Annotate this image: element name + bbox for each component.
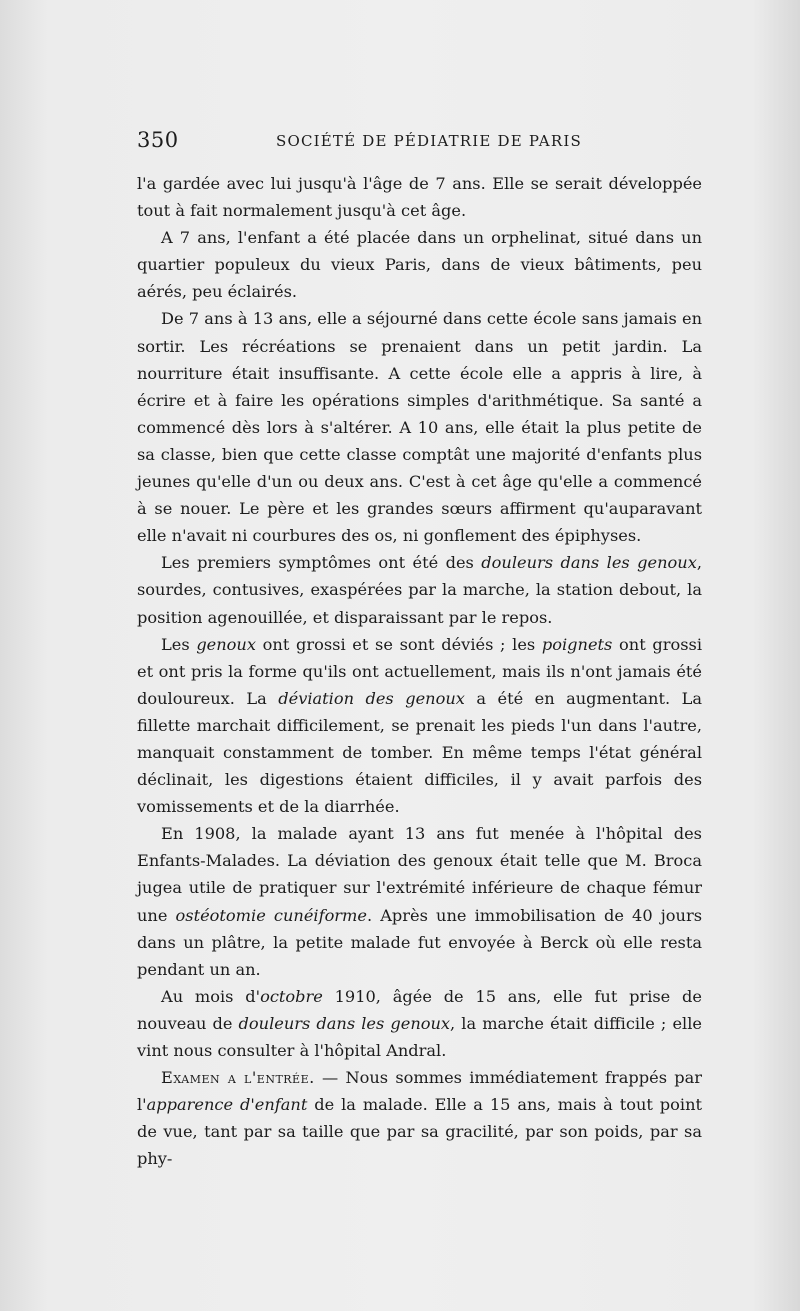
italic-run: douleurs dans les genoux	[481, 553, 697, 573]
italic-run: genoux	[196, 634, 256, 654]
body-text	[137, 170, 702, 1172]
paragraph-8	[137, 1064, 702, 1172]
text-run: de la malade. Elle a 15 ans, mais à tout point de vue, tant par sa taille que par sa gracilité, par son poids, par sa phy-	[137, 1095, 702, 1169]
italic-run: douleurs dans les genoux	[238, 1013, 451, 1033]
paragraph-6	[137, 820, 702, 983]
paragraph-4	[137, 549, 702, 630]
italic-run: octobre	[260, 986, 323, 1006]
section-heading: Examen a l'entrée.	[161, 1068, 315, 1088]
text-run: ont grossi et se sont déviés ; les	[255, 634, 542, 654]
page-number: 350	[137, 128, 179, 152]
italic-run: ostéotomie cunéiforme	[175, 905, 367, 925]
paragraph-3: De 7 ans à 13 ans, elle a séjourné dans cette école sans jamais en sortir. Les récréations se prenaient dans un petit jardin. La nourriture était insuffisante. A cette école elle a appris à lire, à écrire et à faire les opérations simples d'arithmétique. Sa santé a commencé dès lors à s'altérer. A 10 ans, elle était la plus petite de sa classe, bien que cette classe comptât une majorité d'enfants plus jeunes qu'elle d'un ou deux ans. C'est à cet âge qu'elle a commencé à se nouer. Le père et les grandes sœurs affirment qu'auparavant elle n'avait ni courbures des os, ni gonflement des épiphyses.	[137, 309, 702, 546]
running-head: SOCIÉTÉ DE PÉDIATRIE DE PARIS	[276, 132, 582, 150]
italic-run: déviation des genoux	[278, 688, 465, 708]
italic-run: poignets	[541, 634, 613, 654]
text-run: Les	[161, 634, 197, 654]
text-run: 1910, âgée de 15 ans, elle fut prise de nouveau de	[137, 986, 702, 1033]
text-run: . Après une immobilisation de 40 jours dans un plâtre, la petite malade fut envoyée à Berck où elle resta pendant un an.	[137, 905, 703, 979]
text-run: — Nous sommes immédiatement frappés par l'	[137, 1068, 702, 1115]
text-run: , la marche était difficile ; elle vint nous consulter à l'hôpital Andral.	[137, 1013, 702, 1060]
text-run: Les premiers symptômes ont été des	[161, 553, 482, 573]
text-run: ont grossi et ont pris la forme qu'ils ont actuellement, mais ils n'ont jamais été douloureux. La	[137, 634, 702, 708]
text-run: En 1908, la malade ayant 13 ans fut menée à l'hôpital des Enfants-Malades. La déviation des genoux était telle que M. Broca jugea utile de pratiquer sur l'extrémité inférieure de chaque fémur une	[137, 824, 702, 925]
paragraph-2: A 7 ans, l'enfant a été placée dans un orphelinat, situé dans un quartier populeux du vieux Paris, dans de vieux bâtiments, peu aérés, peu éclairés.	[137, 228, 702, 302]
text-run: , sourdes, contusives, exaspérées par la marche, la station debout, la position agenouillée, et disparaissant par le repos.	[137, 553, 702, 627]
text-run: Au mois d'	[161, 986, 261, 1006]
paragraph-5	[137, 631, 702, 821]
italic-run: apparence d'enfant	[146, 1095, 308, 1115]
paragraph-7	[137, 983, 702, 1064]
text-run: a été en augmentant. La fillette marchait difficilement, se prenait les pieds l'un dans l'autre, manquait constamment de tomber. En même temps l'état général déclinait, les digestions étaient difficiles, il y avait parfois des vomissements et de la diarrhée.	[137, 688, 702, 817]
paragraph-1: l'a gardée avec lui jusqu'à l'âge de 7 ans. Elle se serait développée tout à fait normalement jusqu'à cet âge.	[137, 174, 702, 221]
